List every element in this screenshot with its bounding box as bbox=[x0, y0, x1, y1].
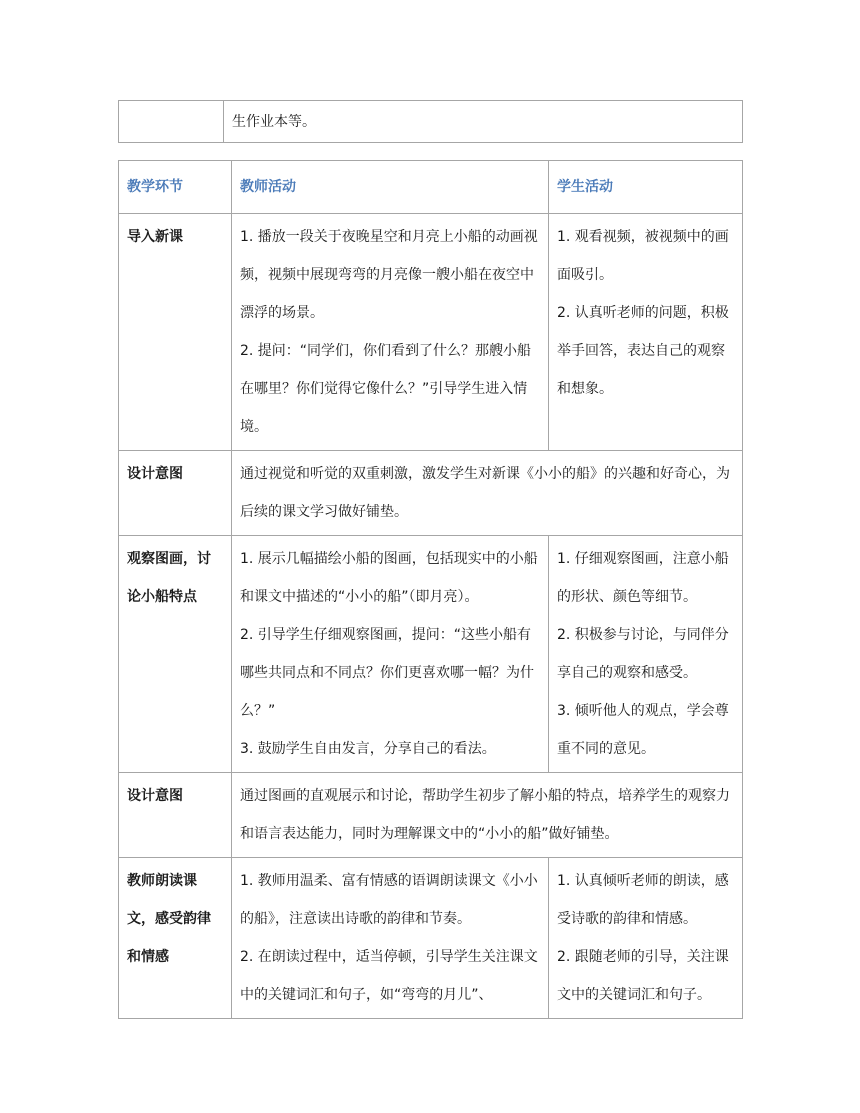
teacher-step: 2. 在朗读过程中，适当停顿，引导学生关注课文中的关键词汇和句子，如“弯弯的月儿”、 bbox=[240, 949, 538, 1003]
student-step: 2. 跟随老师的引导，关注课文中的关键词汇和句子。 bbox=[557, 949, 729, 1003]
student-step: 2. 积极参与讨论，与同伴分享自己的观察和感受。 bbox=[557, 627, 729, 681]
student-step: 1. 仔细观察图画，注意小船的形状、颜色等细节。 bbox=[557, 551, 729, 605]
top-table-fragment bbox=[118, 100, 743, 143]
table-row bbox=[119, 773, 743, 858]
teacher-step: 1. 展示几幅描绘小船的图画，包括现实中的小船和课文中描述的“小小的船”（即月亮）。 bbox=[240, 551, 538, 605]
table-row bbox=[119, 101, 743, 143]
header-row bbox=[119, 161, 743, 214]
stage-cell: 教师朗读课文，感受韵律和情感 bbox=[119, 858, 232, 1019]
teacher-step: 2. 提问：“同学们，你们看到了什么？那艘小船在哪里？你们觉得它像什么？”引导学生进入情境。 bbox=[240, 343, 532, 435]
stage-cell: 导入新课 bbox=[119, 214, 232, 451]
teacher-activity-cell bbox=[232, 858, 549, 1019]
teacher-step: 3. 鼓励学生自由发言，分享自己的看法。 bbox=[240, 741, 496, 757]
teacher-step: 1. 播放一段关于夜晚星空和月亮上小船的动画视频，视频中展现弯弯的月亮像一艘小船在夜空中漂浮的场景。 bbox=[240, 229, 538, 321]
table-row bbox=[119, 451, 743, 536]
student-activity-cell bbox=[549, 214, 743, 451]
header-student: 学生活动 bbox=[549, 161, 743, 214]
teacher-activity-cell bbox=[232, 536, 549, 773]
intent-label-cell: 设计意图 bbox=[119, 773, 232, 858]
header-stage: 教学环节 bbox=[119, 161, 232, 214]
intent-text-cell: 通过视觉和听觉的双重刺激，激发学生对新课《小小的船》的兴趣和好奇心，为后续的课文学习做好铺垫。 bbox=[232, 451, 743, 536]
materials-cell: 生作业本等。 bbox=[224, 101, 743, 143]
lesson-plan-table bbox=[118, 160, 743, 1019]
teacher-step: 1. 教师用温柔、富有情感的语调朗读课文《小小的船》，注意读出诗歌的韵律和节奏。 bbox=[240, 873, 538, 927]
intent-label-cell: 设计意图 bbox=[119, 451, 232, 536]
student-activity-cell bbox=[549, 858, 743, 1019]
table-row bbox=[119, 214, 743, 451]
student-step: 1. 观看视频，被视频中的画面吸引。 bbox=[557, 229, 729, 283]
table-row bbox=[119, 858, 743, 1019]
teacher-step: 2. 引导学生仔细观察图画，提问：“这些小船有哪些共同点和不同点？你们更喜欢哪一幅？为什么？” bbox=[240, 627, 534, 719]
teacher-activity-cell bbox=[232, 214, 549, 451]
stage-cell: 观察图画，讨论小船特点 bbox=[119, 536, 232, 773]
student-step: 2. 认真听老师的问题，积极举手回答，表达自己的观察和想象。 bbox=[557, 305, 729, 397]
student-activity-cell bbox=[549, 536, 743, 773]
student-step: 1. 认真倾听老师的朗读，感受诗歌的韵律和情感。 bbox=[557, 873, 729, 927]
intent-text-cell: 通过图画的直观展示和讨论，帮助学生初步了解小船的特点，培养学生的观察力和语言表达能力，同时为理解课文中的“小小的船”做好铺垫。 bbox=[232, 773, 743, 858]
student-step: 3. 倾听他人的观点，学会尊重不同的意见。 bbox=[557, 703, 729, 757]
header-teacher: 教师活动 bbox=[232, 161, 549, 214]
table-row bbox=[119, 536, 743, 773]
empty-cell bbox=[119, 101, 224, 143]
